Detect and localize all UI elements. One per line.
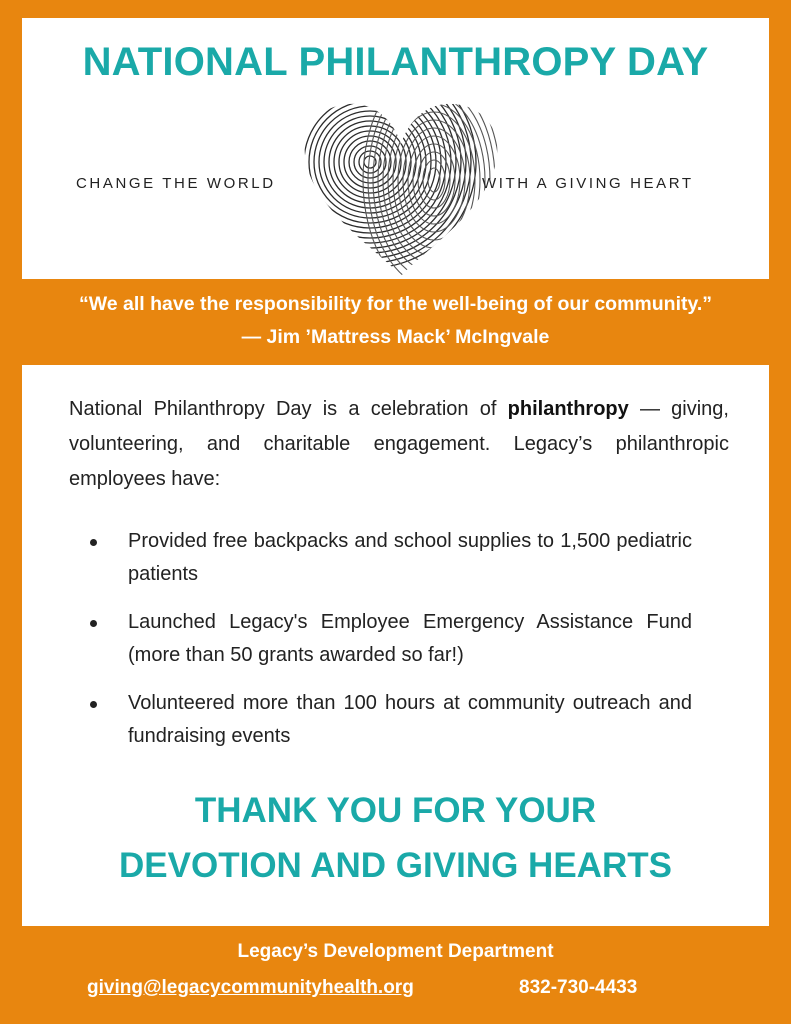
intro-text-end: — giving, volunteering, and charitable engagement. Legacy’s philanthropic employees have:	[69, 398, 729, 490]
quote-text: “We all have the responsibility for the well-being of our community.”	[78, 293, 713, 315]
email-link[interactable]: giving@legacycommunityhealth.org	[87, 977, 414, 998]
list-item	[86, 606, 692, 672]
thank-you-line-1: THANK YOU FOR YOUR	[194, 791, 597, 830]
bullet-icon	[90, 539, 97, 546]
list-item-text: Launched Legacy's Employee Emergency Assistance Fund (more than 50 grants awarded so far!)	[128, 611, 692, 666]
list-item-text: Provided free backpacks and school supplies to 1,500 pediatric patients	[128, 530, 692, 585]
quote-attribution: — Jim ’Mattress Mack’ McIngvale	[241, 326, 550, 348]
page-title: NATIONAL PHILANTHROPY DAY	[82, 40, 709, 84]
bullet-icon	[90, 620, 97, 627]
tagline-right: WITH A GIVING HEART	[482, 175, 694, 192]
tagline-left: CHANGE THE WORLD	[76, 175, 276, 192]
content-panel	[22, 365, 769, 926]
phone-number: 832-730-4433	[519, 977, 638, 998]
thank-you-line-2: DEVOTION AND GIVING HEARTS	[119, 846, 672, 885]
achievement-list	[86, 525, 692, 768]
list-item	[86, 525, 692, 591]
intro-text-start: National Philanthropy Day is a celebration of	[69, 398, 508, 420]
intro-paragraph	[69, 392, 729, 497]
fingerprint-heart-icon	[298, 100, 504, 280]
list-item	[86, 687, 692, 753]
bullet-icon	[90, 701, 97, 708]
header-panel	[22, 18, 769, 279]
thank-you-heading	[22, 783, 769, 893]
department-name: Legacy’s Development Department	[237, 941, 554, 962]
intro-keyword: philanthropy	[507, 398, 629, 420]
contact-row	[0, 977, 791, 1003]
list-item-text: Volunteered more than 100 hours at community outreach and fundraising events	[128, 692, 692, 747]
